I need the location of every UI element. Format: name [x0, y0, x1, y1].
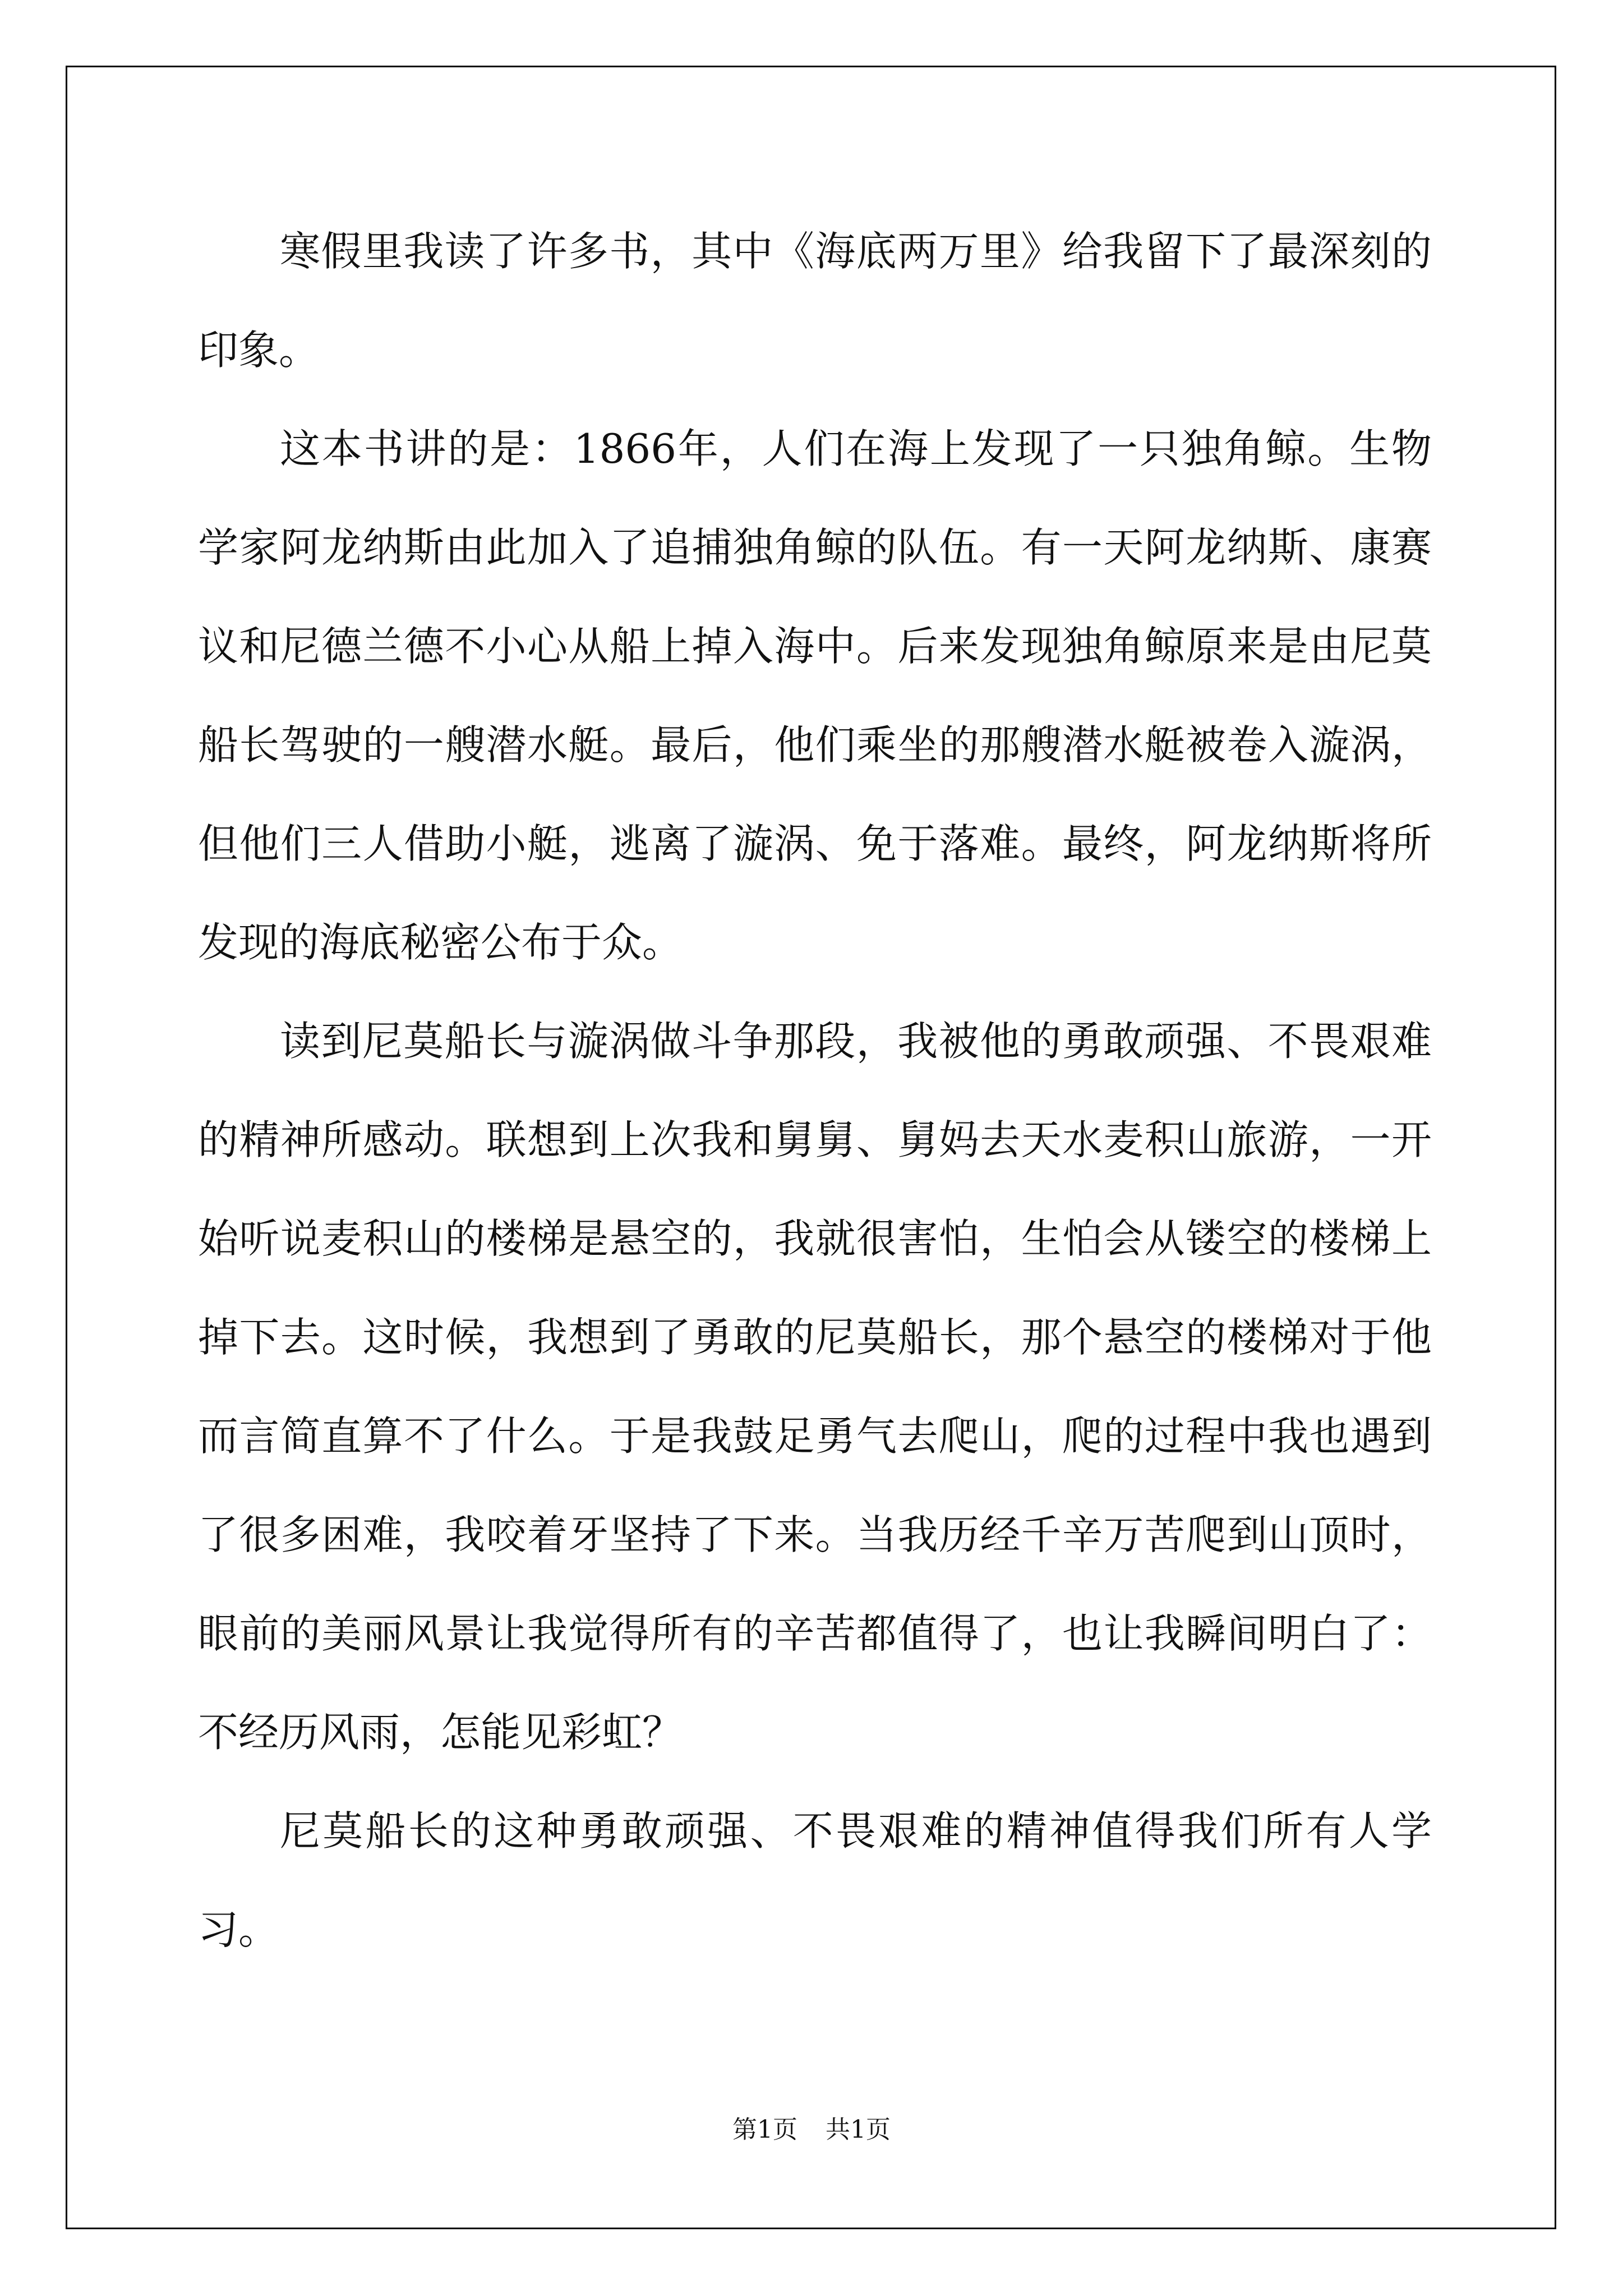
- document-body: [198, 202, 1432, 1979]
- paragraph-summary: 这本书讲的是：1866年，人们在海上发现了一只独角鲸。生物学家阿龙纳斯由此加入了追捕独角鲸的队伍。有一天阿龙纳斯、康赛议和尼德兰德不小心从船上掉入海中。后来发现独角鲸原来是由尼莫船长驾驶的一艘潜水艇。最后，他们乘坐的那艘潜水艇被卷入漩涡，但他们三人借助小艇，逃离了漩涡、免于落难。最终，阿龙纳斯将所发现的海底秘密公布于众。: [198, 425, 1432, 966]
- paragraph-conclusion: 尼莫船长的这种勇敢顽强、不畏艰难的精神值得我们所有人学习。: [198, 1807, 1432, 1953]
- page-footer: [0, 2109, 1623, 2145]
- page-number-current: 第1页: [732, 2115, 797, 2144]
- paragraph-intro: 寒假里我读了许多书，其中《海底两万里》给我留下了最深刻的印象。: [198, 228, 1432, 374]
- paragraph-reflection: 读到尼莫船长与漩涡做斗争那段，我被他的勇敢顽强、不畏艰难的精神所感动。联想到上次我和舅舅、舅妈去天水麦积山旅游，一开始听说麦积山的楼梯是悬空的，我就很害怕，生怕会从镂空的楼梯上掉下去。这时候，我想到了勇敢的尼莫船长，那个悬空的楼梯对于他而言简直算不了什么。于是我鼓足勇气去爬山，爬的过程中我也遇到了很多困难，我咬着牙坚持了下来。当我历经千辛万苦爬到山顶时，眼前的美丽风景让我觉得所有的辛苦都值得了，也让我瞬间明白了：不经历风雨，怎能见彩虹？: [198, 1018, 1432, 1756]
- page-number-total: 共1页: [826, 2115, 891, 2144]
